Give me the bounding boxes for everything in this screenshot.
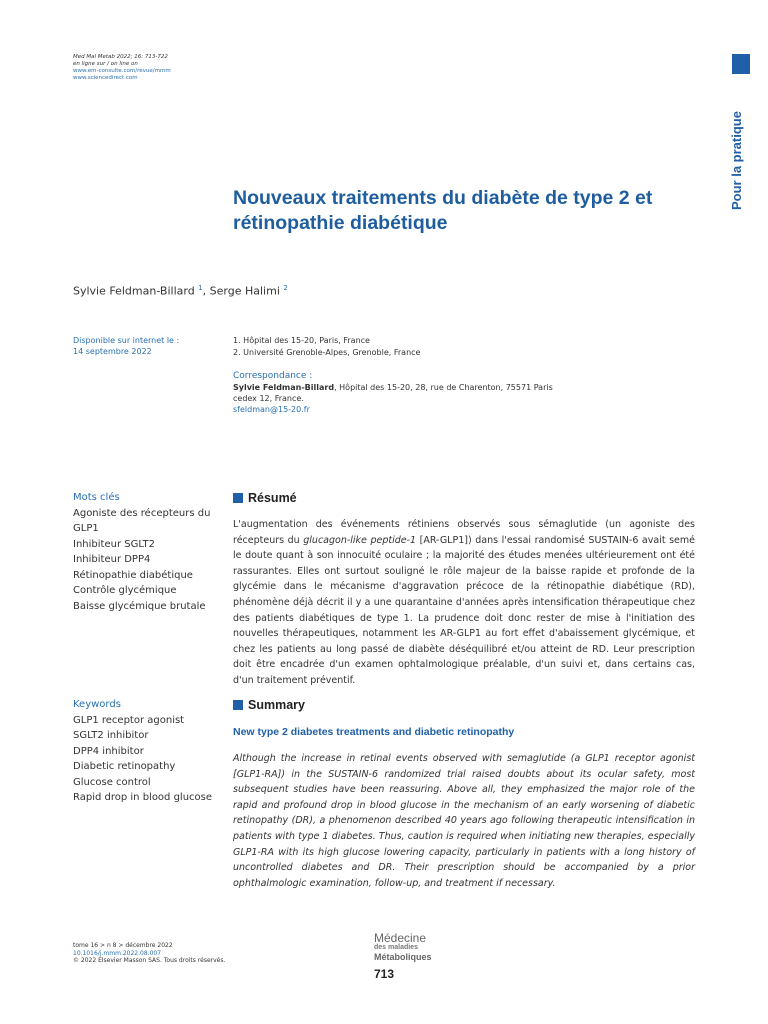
keyword-en-item: DPP4 inhibitor bbox=[73, 745, 144, 757]
resume-text-a: L'augmentation des événements rétiniens observés sous sémaglutide (un agoniste des récepteurs du bbox=[233, 519, 695, 546]
sciencedirect-link[interactable]: www.sciencedirect.com bbox=[73, 75, 138, 81]
keyword-fr-item: Inhibiteur DPP4 bbox=[73, 554, 151, 565]
author-2: Serge Halimi bbox=[209, 284, 280, 298]
available-date: 14 septembre 2022 bbox=[73, 347, 152, 356]
correspondence-label: Correspondance : bbox=[233, 371, 313, 381]
heading-square-icon bbox=[233, 700, 243, 710]
available-label: Disponible sur internet le : bbox=[73, 336, 180, 345]
journal-logo-line-3: Métaboliques bbox=[374, 952, 432, 962]
keywords-en-heading: Keywords bbox=[73, 699, 121, 710]
keyword-en-item: Rapid drop in blood glucose bbox=[73, 792, 213, 803]
copyright: © 2022 Elsevier Masson SAS. Tous droits réservés. bbox=[73, 957, 226, 964]
summary-text: Although the increase in retinal events observed with semaglutide (a GLP1 receptor agonist [GLP1-RA]) in the SUSTAIN-6 randomized trial raised doubts about its ocular safety, most subsequent studies have been reassuring. Above all, they emphasized the major role of the rapid and profound drop in blood glucose in the mechanism of an early worsening of diabetic retinopathy (DR), a phenomenon described 40 years ago following therapeutic intensification in patients with type 1 diabetes. Thus, caution is required when initiating new therapies, especially GLP1-RA with its high glucose lowering capacity, particularly in patients with a long history of uncontrolled diabetes and DR. Their prescription should be accompanied by a prior ophthalmologic examination, follow-up, and treatment if necessary. bbox=[233, 753, 695, 889]
correspondence-email-link[interactable]: sfeldman@15-20.fr bbox=[233, 405, 310, 414]
author-1: Sylvie Feldman-Billard bbox=[73, 284, 195, 298]
keywords-en bbox=[73, 697, 213, 806]
journal-logo-line-1: Médecine bbox=[374, 931, 427, 945]
summary-heading-text: Summary bbox=[248, 698, 305, 712]
summary-title: New type 2 diabetes treatments and diabetic retinopathy bbox=[233, 726, 515, 738]
author-line bbox=[73, 284, 288, 298]
heading-square-icon bbox=[233, 493, 243, 503]
resume-text-b: [AR-GLP1]) dans l'essai randomisé SUSTAIN-6 avait semé le doute quant à son innocuité oculaire ; la majorité des études menées ultérieurement ont été rassurantes. Elles ont surtout souligné le rôle majeur de la baisse rapide et profonde de la glycémie dans le mécanisme d'aggravation précoce de la rétinopathie diabétique (RD), phénomène déjà décrit il y a une quarantaine d'années après intensification thérapeutique chez des patients diabétiques de type 1. La prudence doit donc rester de mise à l'initiation des nouvelles thérapeutiques, notamment les AR-GLP1 au fort effet d'abaissement glycémique, et chez les patients au long passé de diabète déséquilibré et/ou atteint de RD. Leur prescription doit être encadrée d'un examen ophtalmologique préalable, d'un suivi et, dans certains cas, d'un traitement préventif. bbox=[233, 534, 695, 686]
author-separator: , bbox=[202, 284, 210, 298]
section-marker bbox=[732, 54, 750, 74]
resume-heading-text: Résumé bbox=[248, 491, 297, 505]
keyword-en-item: SGLT2 inhibitor bbox=[73, 730, 149, 741]
keyword-fr-item: Inhibiteur SGLT2 bbox=[73, 538, 155, 550]
resume-text bbox=[233, 517, 695, 689]
keywords-fr-heading: Mots clés bbox=[73, 492, 120, 503]
affiliation-2: 2. Université Grenoble-Alpes, Grenoble, France bbox=[233, 347, 421, 357]
resume-text-italic: glucagon-like peptide-1 bbox=[303, 534, 417, 546]
page-number: 713 bbox=[374, 967, 395, 981]
citation: Med Mal Metab 2022; 16: 713-722 bbox=[73, 54, 168, 60]
doi-link[interactable]: 10.1016/j.mmm.2022.08.007 bbox=[73, 949, 162, 957]
section-label-text: Pour la pratique bbox=[729, 111, 744, 210]
article-title: Nouveaux traitements du diabète de type 2 et rétinopathie diabétique bbox=[233, 187, 653, 234]
correspondence-name: Sylvie Feldman-Billard bbox=[233, 383, 335, 392]
availability bbox=[73, 335, 179, 357]
keyword-en-item: Glucose control bbox=[73, 776, 151, 788]
keyword-fr-item: Rétinopathie diabétique bbox=[73, 569, 193, 581]
keywords-fr bbox=[73, 490, 213, 614]
correspondence bbox=[233, 371, 563, 415]
journal-logo-line-2: des maladies bbox=[374, 944, 418, 951]
affiliation-1: 1. Hôpital des 15-20, Paris, France bbox=[233, 336, 370, 345]
section-label bbox=[729, 92, 745, 212]
journal-logo bbox=[374, 932, 432, 962]
author-1-affil: 1 bbox=[198, 284, 203, 292]
online-label: en ligne sur / on line on bbox=[73, 61, 138, 67]
footer-info bbox=[73, 942, 225, 965]
correspondence-address: , Hôpital des 15-20, 28, rue de Charenton, 75571 Paris cedex 12, France. bbox=[233, 383, 553, 403]
keyword-fr-item: Agoniste des récepteurs du GLP1 bbox=[73, 507, 211, 534]
keyword-fr-item: Contrôle glycémique bbox=[73, 585, 177, 596]
summary-heading bbox=[233, 698, 305, 712]
keyword-en-item: GLP1 receptor agonist bbox=[73, 714, 185, 726]
keyword-fr-item: Baisse glycémique brutale bbox=[73, 600, 206, 612]
correspondence-address-block bbox=[233, 382, 563, 404]
issue-info: tome 16 > n 8 > décembre 2022 bbox=[73, 942, 173, 949]
keyword-en-item: Diabetic retinopathy bbox=[73, 761, 176, 772]
journal-url-link[interactable]: www.em-consulte.com/revue/mmm bbox=[73, 68, 171, 74]
affiliations bbox=[233, 335, 420, 358]
author-2-affil: 2 bbox=[283, 284, 288, 292]
journal-header bbox=[73, 54, 171, 82]
resume-heading bbox=[233, 491, 297, 505]
